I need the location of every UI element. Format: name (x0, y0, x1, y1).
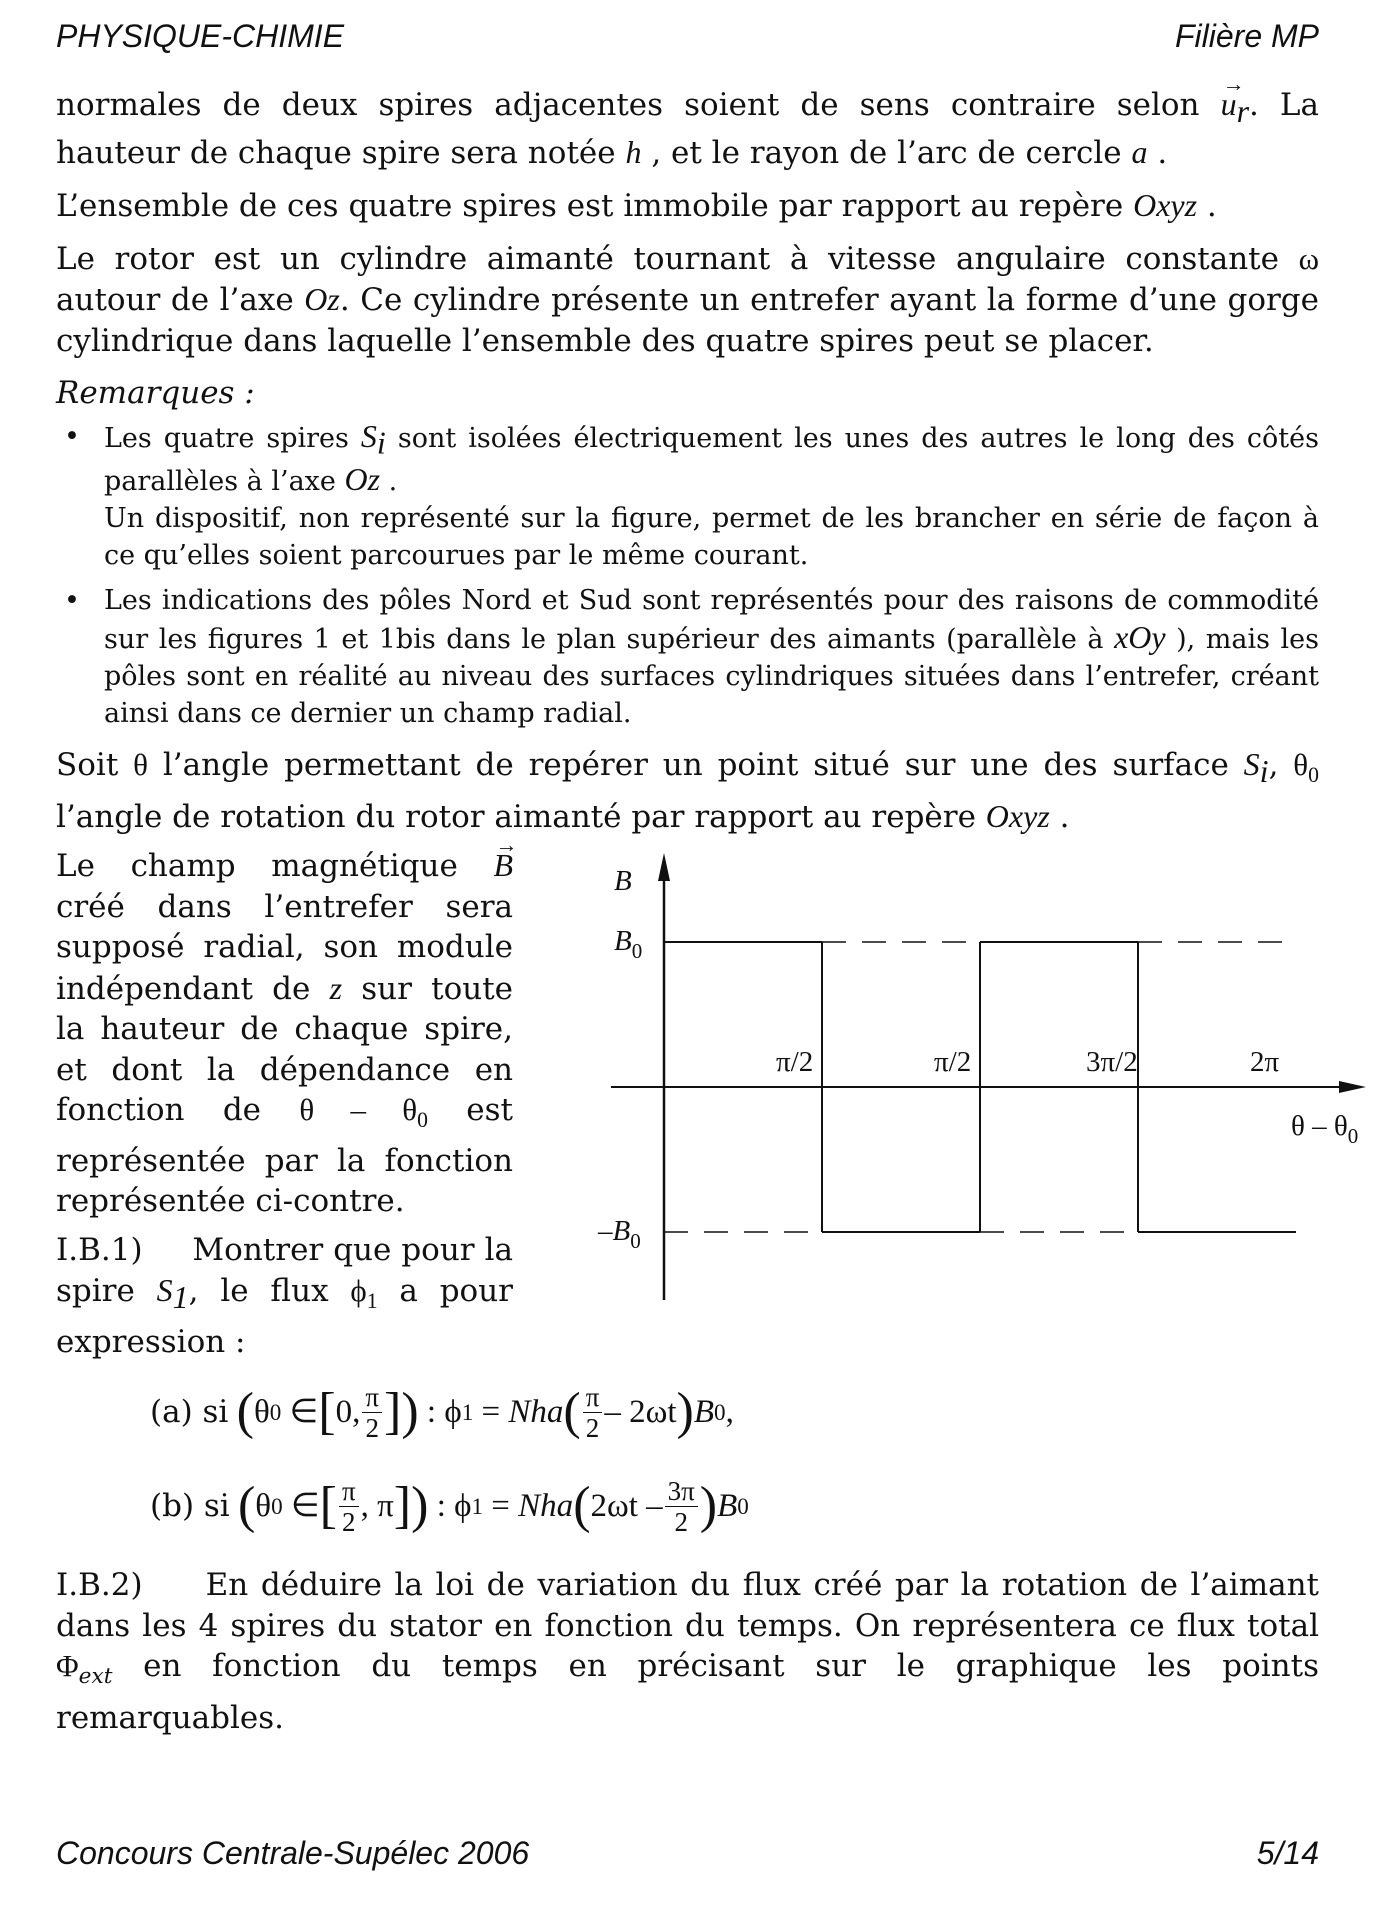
question-ib1: I.B.1) Montrer que pour la spire $S_1$, le flux $\phi_1$ a pour expression : (56, 1231, 513, 1361)
y-level-label: $-B_0$ (598, 1215, 641, 1254)
x-tick-label: π/2 (934, 1046, 972, 1079)
x-tick-label: π/2 (776, 1046, 814, 1079)
document-body (56, 84, 1359, 1738)
paragraph-rotor: Le rotor est un cylindre aimanté tournant à vitesse angulaire constante ω autour de l’axe Oz. Ce cylindre présente un entrefer ayant la forme d’une gorge cylindrique dans laquelle l’ensemble des quatre spires peut se placer. (56, 240, 1320, 359)
list-item: • Les quatre spires $S_i$ sont isolées électriquement les unes des autres le long des côtés parallèles à l’axe Oz . Un dispositif, non représenté sur la figure, permet de les brancher en série de façon à ce qu’elles soient parcourues par le même courant. (64, 417, 1319, 572)
paragraph-stator: L’ensemble de ces quatre spires est immobile par rapport au repère Oxyz . (56, 187, 1217, 225)
remarques-list (56, 418, 1319, 732)
y-axis-label: B (614, 865, 632, 898)
x-axis-arrowhead (1339, 1081, 1366, 1093)
list-item: • Les indications des pôles Nord et Sud sont représentés pour des raisons de commodité sur les figures 1 et 1bis dans le plan supérieur des aimants (parallèle à xOy ), mais les pôles sont en réalité au niveau des surfaces cylindriques situées dans l’entrefer, créant ainsi dans ce dernier un champ radial. (64, 585, 1319, 730)
paragraph-angles: Soit θ l’angle permettant de repérer un point situé sur une des surface $S_i$, $\theta_0$ l’angle de rotation du rotor aimanté par rapport au repère Oxyz . (56, 746, 1319, 835)
formula-a: (a) si ( θ 0 ∈ [ 0, $\frac{\pi}{2}$ ] ) : ϕ 1 = Nha ( $\frac{\pi}{2}$ – 2ωt ) B 0 , (150, 1381, 734, 1443)
x-axis-label: θ – $\theta_0$ (1291, 1110, 1359, 1149)
x-tick-label: 2π (1250, 1046, 1280, 1079)
footer-contest: Concours Centrale-Supélec 2006 (56, 1835, 530, 1871)
footer-page-number: 5/14 (1256, 1835, 1319, 1871)
question-ib2: I.B.2) En déduire la loi de variation du flux créé par la rotation de l’aimant dans les 4 spires du stator en fonction du temps. On représentera ce flux total $\Phi_{ext}$ en fonction du temps en précisant sur le graphique les points remarquables. (56, 1567, 1319, 1736)
y-axis-arrowhead (658, 853, 670, 881)
remarques-title: Remarques : (56, 375, 255, 412)
x-tick-label: 3π/2 (1086, 1046, 1138, 1079)
paragraph-spires: normales de deux spires adjacentes soient de sens contraire selon → $u_r$. La hauteur de chaque spire sera notée h , et le rayon de l’arc de cercle a . (56, 84, 1319, 173)
header-track: Filière MP (1174, 18, 1319, 54)
y-level-label: $B_0$ (614, 925, 643, 964)
field-description: Le champ magnétique → B créé dans l’entrefer sera supposé radial, son module indépendant de z sur toute la hauteur de chaque spire, et dont la dépendance en fonction de θ – $\theta_0$ est représentée par la fonction représentée ci-contre. I.B.1) Montrer que pour la spire $S_1$, le flux $\phi_1$ a pour expression : (56, 845, 513, 1362)
formula-b: (b) si ( θ 0 ∈ [ $\frac{\pi}{2}$ , π ] ) : ϕ 1 = Nha ( 2ωt – $\frac{3\pi}{2}$ ) B 0 (150, 1475, 749, 1537)
field-and-graph-section (56, 845, 1359, 1365)
header-subject: PHYSIQUE-CHIMIE (56, 18, 345, 54)
b-field-graph (516, 845, 1375, 1315)
